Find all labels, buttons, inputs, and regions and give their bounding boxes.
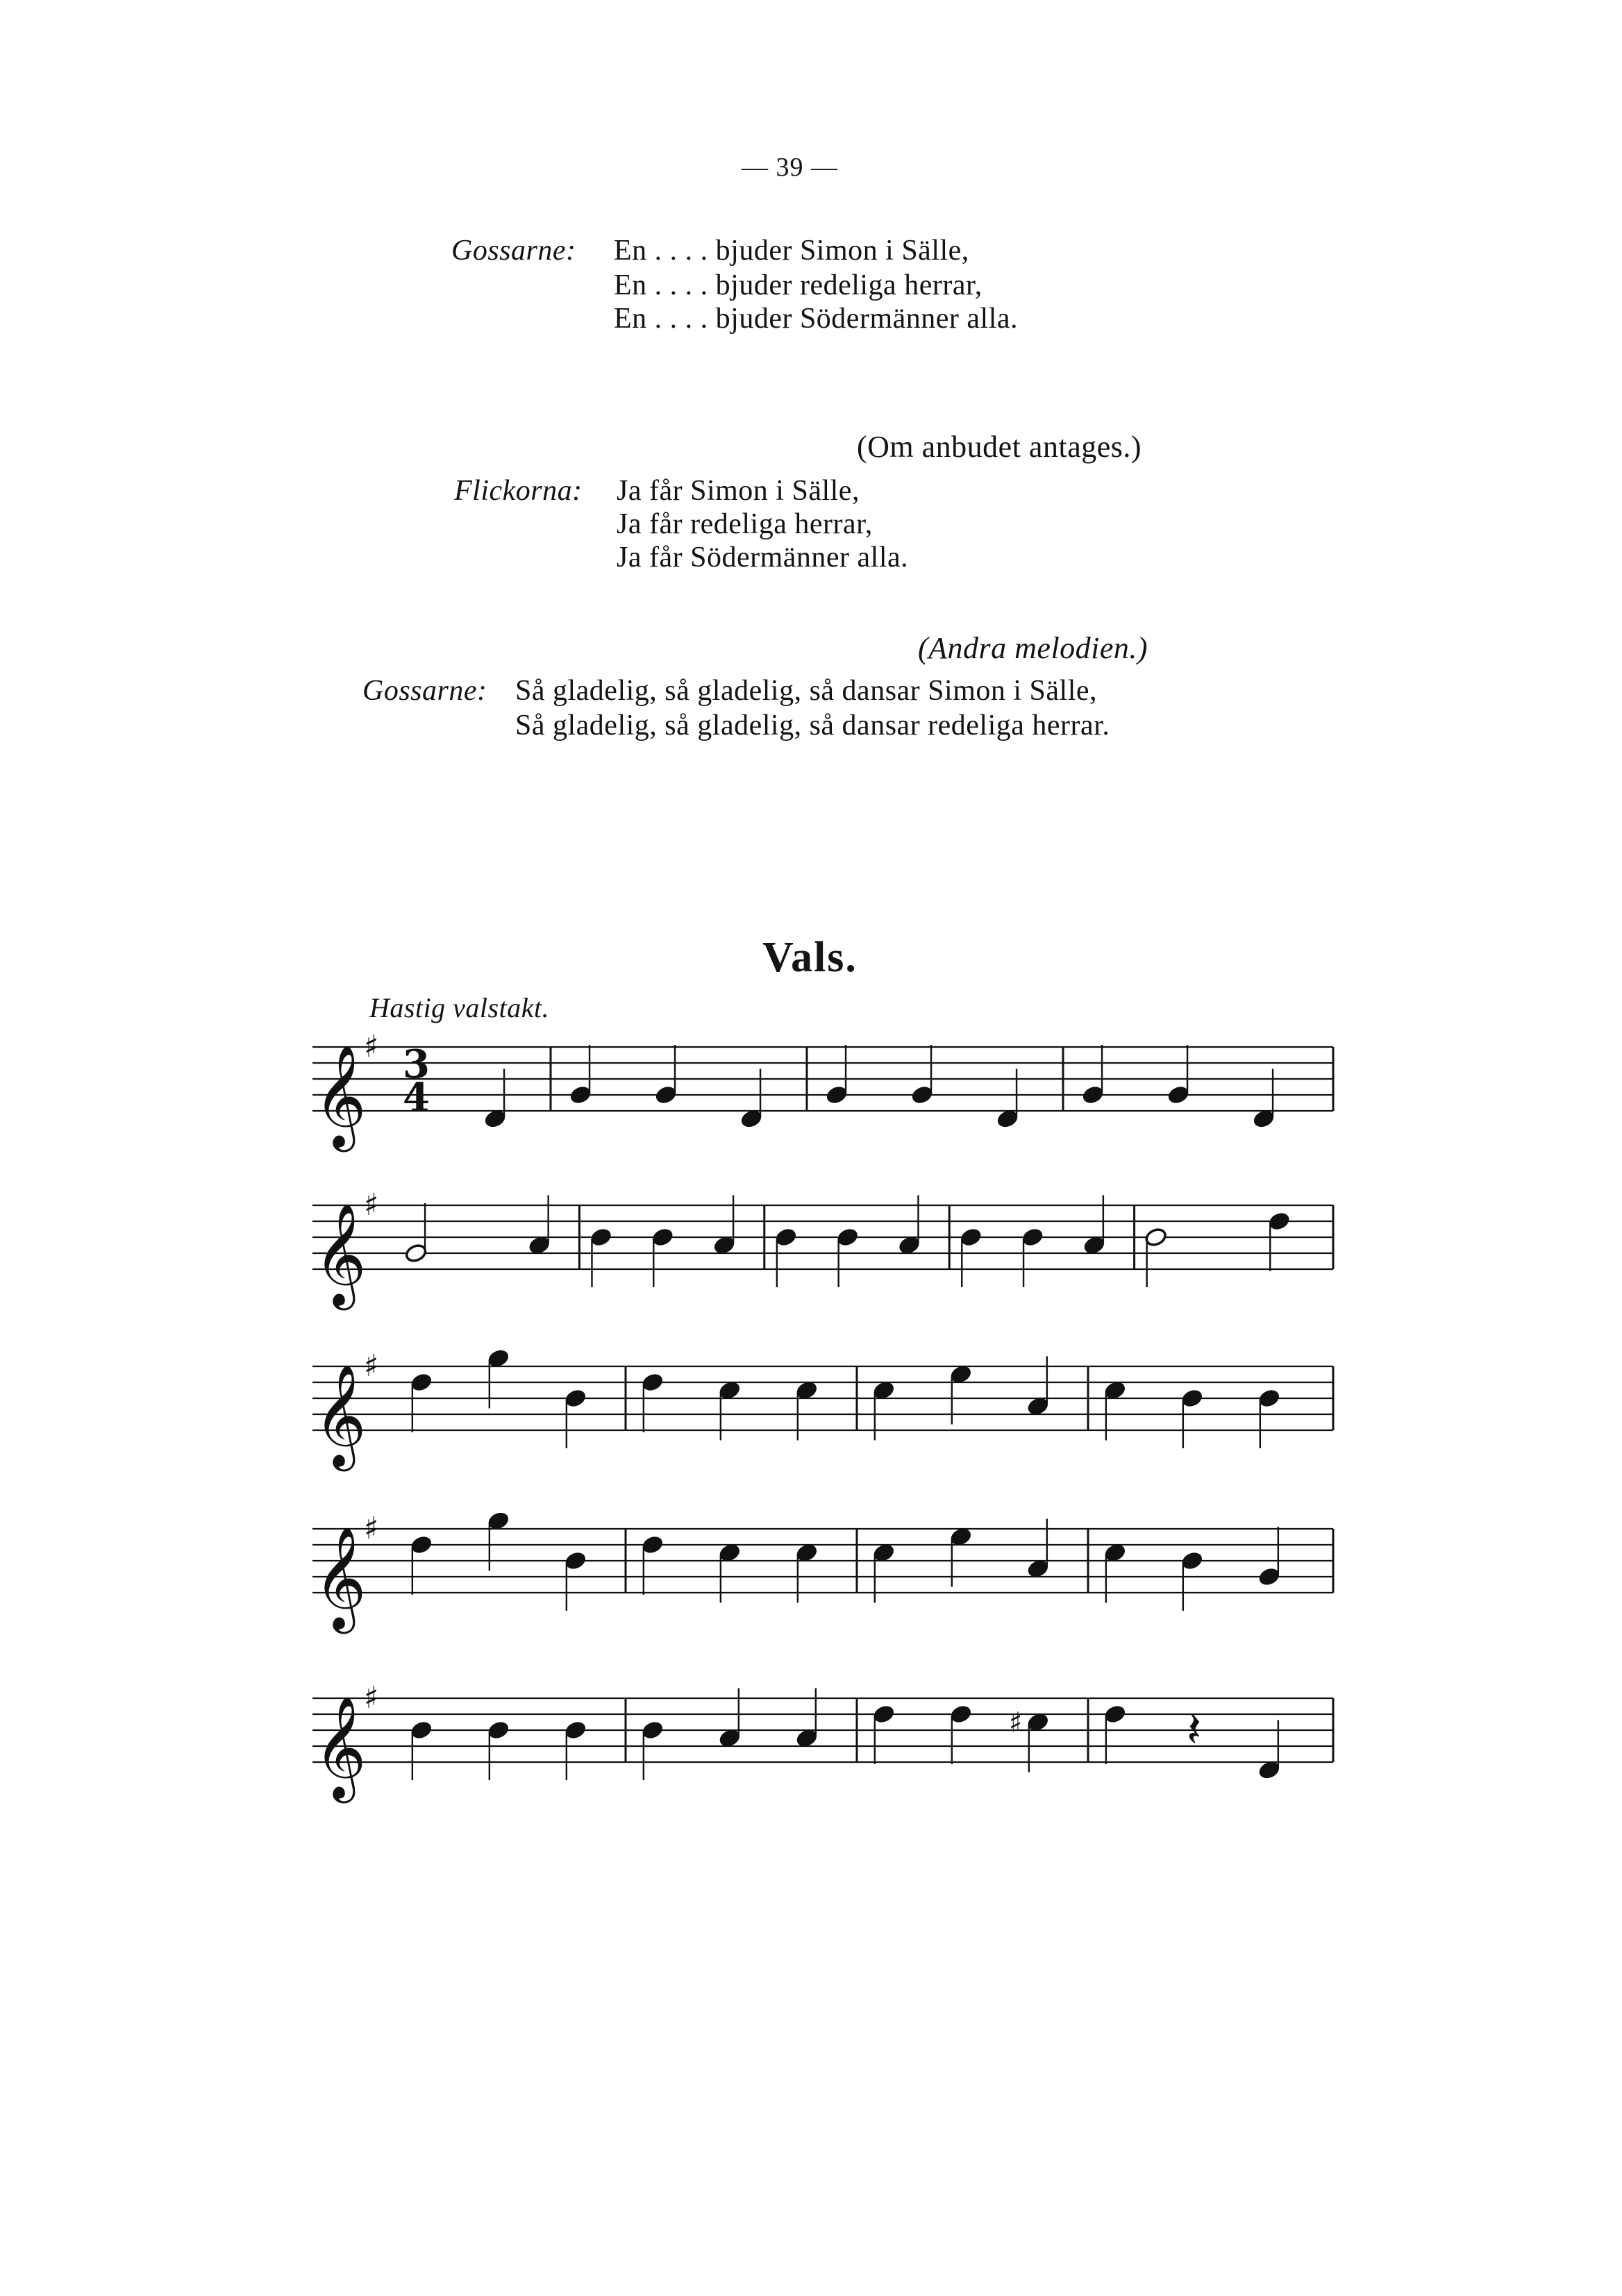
quarter-note [795, 1689, 819, 1749]
quarter-note [1180, 1388, 1204, 1448]
speaker-label: Gossarne: [362, 675, 487, 707]
quarter-note [1026, 1357, 1050, 1417]
quarter-note [483, 1069, 507, 1130]
quarter-note [1081, 1045, 1105, 1105]
quarter-note [795, 1543, 819, 1603]
stage-direction: (Andra melodien.) [918, 631, 1148, 665]
speaker-label: Flickorna: [454, 475, 583, 507]
quarter-note [718, 1689, 742, 1749]
quarter-note [1103, 1704, 1127, 1764]
quarter-note [1167, 1045, 1190, 1105]
half-note [1144, 1227, 1168, 1287]
verse-line: Ja får redeliga herrar, [617, 508, 873, 540]
quarter-note [718, 1380, 742, 1441]
quarter-note [774, 1227, 798, 1287]
quarter-note [641, 1372, 664, 1432]
quarter-note [739, 1069, 763, 1130]
quarter-note [712, 1196, 736, 1256]
quarter-note [1103, 1380, 1127, 1441]
quarter-note [590, 1227, 613, 1287]
quarter-note [1026, 1519, 1050, 1579]
music-staff [0, 991, 1622, 1172]
time-signature-top: 3 [403, 1041, 430, 1087]
quarter-note [795, 1380, 819, 1441]
verse-line: En . . . . bjuder Södermänner alla. [614, 303, 1018, 335]
time-signature-bottom: 4 [403, 1075, 430, 1121]
quarter-note [487, 1348, 510, 1409]
verse-line: Så gladelig, så gladelig, så dansar Simon i Sälle, [515, 675, 1098, 707]
tempo-marking: Hastig valstakt. [369, 992, 550, 1023]
treble-clef-icon: 𝄞 [314, 1695, 367, 1799]
quarter-note [949, 1704, 973, 1764]
quarter-note [410, 1720, 433, 1780]
quarter-note [872, 1380, 896, 1441]
quarter-note [836, 1227, 860, 1287]
verse-line: Ja får Simon i Sälle, [617, 475, 860, 507]
quarter-note [1257, 1388, 1281, 1448]
svg-text:♯: ♯ [1008, 1707, 1023, 1739]
quarter-note [564, 1388, 587, 1448]
quarter-note [641, 1534, 664, 1595]
key-signature-sharp-icon: ♯ [364, 1187, 379, 1223]
quarter-note [564, 1550, 587, 1611]
quarter-note [949, 1364, 973, 1425]
treble-clef-icon: 𝄞 [314, 1526, 367, 1629]
quarter-note [1252, 1069, 1276, 1130]
music-staff [0, 1311, 1622, 1491]
quarter-note [1082, 1196, 1106, 1256]
quarter-note [949, 1527, 973, 1587]
quarter-note [410, 1534, 433, 1595]
key-signature-sharp-icon: ♯ [364, 1348, 379, 1384]
quarter-note [872, 1543, 896, 1603]
half-note [404, 1203, 428, 1264]
quarter-note [1021, 1227, 1044, 1287]
key-signature-sharp-icon: ♯ [364, 1511, 379, 1546]
quarter-note [651, 1227, 674, 1287]
speaker-label: Gossarne: [451, 235, 576, 267]
key-signature-sharp-icon: ♯ [364, 1029, 379, 1064]
verse-line: Ja får Södermänner alla. [617, 542, 909, 573]
treble-clef-icon: 𝄞 [314, 1364, 367, 1467]
quarter-note [528, 1196, 551, 1256]
quarter-rest-icon: 𝄽 [1186, 1701, 1202, 1758]
quarter-note [487, 1511, 510, 1571]
piece-title: Vals. [762, 934, 858, 981]
verse-line: En . . . . bjuder redeliga herrar, [614, 269, 983, 301]
quarter-note [1103, 1543, 1127, 1603]
quarter-note [1180, 1550, 1204, 1611]
treble-clef-icon: 𝄞 [314, 1044, 367, 1148]
music-staff [0, 1473, 1622, 1654]
quarter-note [487, 1720, 510, 1780]
quarter-note [910, 1045, 934, 1105]
quarter-note [898, 1196, 921, 1256]
quarter-note [872, 1704, 896, 1764]
stage-direction: (Om anbudet antages.) [857, 430, 1142, 464]
treble-clef-icon: 𝄞 [314, 1203, 367, 1306]
quarter-note [569, 1045, 592, 1105]
quarter-note [654, 1045, 678, 1105]
quarter-note [718, 1543, 742, 1603]
quarter-note [1267, 1211, 1291, 1271]
quarter-note [410, 1372, 433, 1432]
quarter-note [564, 1720, 587, 1780]
verse-line: En . . . . bjuder Simon i Sälle, [614, 235, 969, 267]
page-number: — 39 — [742, 153, 838, 182]
quarter-note [641, 1720, 664, 1780]
quarter-note [825, 1045, 848, 1105]
quarter-note [1257, 1527, 1281, 1587]
quarter-note [959, 1227, 983, 1287]
key-signature-sharp-icon: ♯ [364, 1680, 379, 1716]
quarter-note [1257, 1720, 1281, 1781]
music-staff [0, 1150, 1622, 1330]
verse-line: Så gladelig, så gladelig, så dansar redeliga herrar. [515, 710, 1110, 741]
music-staff [0, 1643, 1622, 1823]
quarter-note [996, 1069, 1019, 1130]
